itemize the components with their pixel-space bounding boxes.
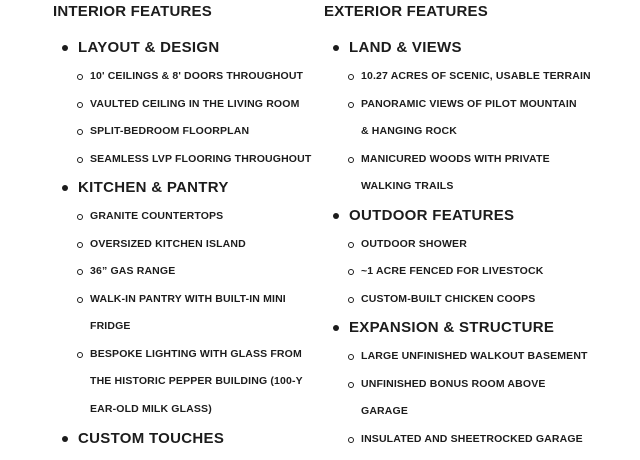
list-item: WALK-IN PANTRY WITH BUILT-IN MINI <box>53 286 325 314</box>
list-item: SEAMLESS LVP FLOORING THROUGHOUT <box>53 146 325 174</box>
circle-bullet-icon <box>77 352 83 358</box>
list-item: 36” GAS RANGE <box>53 258 325 286</box>
section-title-text: EXPANSION & STRUCTURE <box>349 319 555 336</box>
section-kitchen-pantry <box>53 178 325 423</box>
list-item-continuation: EAR-OLD MILK GLASS) <box>90 402 212 415</box>
list-item: UNFINISHED BONUS ROOM ABOVE <box>324 371 624 399</box>
interior-features-column <box>53 0 325 449</box>
section-title-text: CUSTOM TOUCHES <box>78 430 225 447</box>
circle-bullet-icon <box>77 129 83 135</box>
bullet-dot-icon <box>333 213 339 219</box>
bullet-dot-icon <box>333 45 339 51</box>
circle-bullet-icon <box>348 74 354 80</box>
circle-bullet-icon <box>348 297 354 303</box>
interior-features-heading: INTERIOR FEATURES <box>53 3 212 20</box>
circle-bullet-icon <box>348 157 354 163</box>
list-item: SPLIT-BEDROOM FLOORPLAN <box>53 118 325 146</box>
circle-bullet-icon <box>77 214 83 220</box>
section-expansion-structure <box>324 318 624 453</box>
list-item: 10.27 ACRES OF SCENIC, USABLE TERRAIN <box>324 63 624 91</box>
section-layout-design <box>53 38 325 173</box>
section-title <box>324 318 624 338</box>
bullet-dot-icon <box>62 436 68 442</box>
circle-bullet-icon <box>348 437 354 443</box>
section-title-text: OUTDOOR FEATURES <box>349 206 515 224</box>
circle-bullet-icon <box>77 297 83 303</box>
list-item: OUTDOOR SHOWER <box>324 231 624 259</box>
circle-bullet-icon <box>77 242 83 248</box>
list-item: PANORAMIC VIEWS OF PILOT MOUNTAIN <box>324 91 624 119</box>
section-title <box>324 206 624 226</box>
list-item-continuation: GARAGE <box>361 405 408 417</box>
section-title-text: KITCHEN & PANTRY <box>78 179 229 196</box>
circle-bullet-icon <box>77 74 83 80</box>
circle-bullet-icon <box>77 102 83 108</box>
section-title-text: LAND & VIEWS <box>349 39 462 56</box>
exterior-features-column <box>324 0 624 453</box>
list-item-continuation: WALKING TRAILS <box>361 180 454 192</box>
bullet-dot-icon <box>62 45 68 51</box>
circle-bullet-icon <box>348 102 354 108</box>
list-item-continuation: FRIDGE <box>90 320 131 332</box>
circle-bullet-icon <box>348 354 354 360</box>
section-title <box>53 178 325 198</box>
list-item-continuation: & HANGING ROCK <box>361 125 458 137</box>
bullet-dot-icon <box>62 185 68 191</box>
list-item: CUSTOM-BUILT CHICKEN COOPS <box>324 286 624 314</box>
section-outdoor-features <box>324 206 624 314</box>
list-item: VAULTED CEILING IN THE LIVING ROOM <box>53 91 325 119</box>
section-title <box>53 38 325 58</box>
bullet-dot-icon <box>333 325 339 331</box>
list-item: ~1 ACRE FENCED FOR LIVESTOCK <box>324 258 624 286</box>
circle-bullet-icon <box>348 242 354 248</box>
list-item-continuation: THE HISTORIC PEPPER BUILDING (100-Y <box>90 375 303 387</box>
list-item: BESPOKE LIGHTING WITH GLASS FROM <box>53 341 325 369</box>
section-title <box>53 429 325 449</box>
circle-bullet-icon <box>348 382 354 388</box>
circle-bullet-icon <box>77 157 83 163</box>
circle-bullet-icon <box>77 269 83 275</box>
list-item: INSULATED AND SHEETROCKED GARAGE <box>324 426 624 454</box>
list-item: MANICURED WOODS WITH PRIVATE <box>324 146 624 174</box>
circle-bullet-icon <box>348 269 354 275</box>
list-item: GRANITE COUNTERTOPS <box>53 203 325 231</box>
list-item: OVERSIZED KITCHEN ISLAND <box>53 231 325 259</box>
section-title-text: LAYOUT & DESIGN <box>78 39 220 56</box>
section-land-views <box>324 38 624 201</box>
exterior-features-heading: EXTERIOR FEATURES <box>324 3 488 20</box>
list-item: 10' CEILINGS & 8' DOORS THROUGHOUT <box>53 63 325 91</box>
list-item: LARGE UNFINISHED WALKOUT BASEMENT <box>324 343 624 371</box>
section-custom-touches <box>53 429 325 449</box>
section-title <box>324 38 624 58</box>
